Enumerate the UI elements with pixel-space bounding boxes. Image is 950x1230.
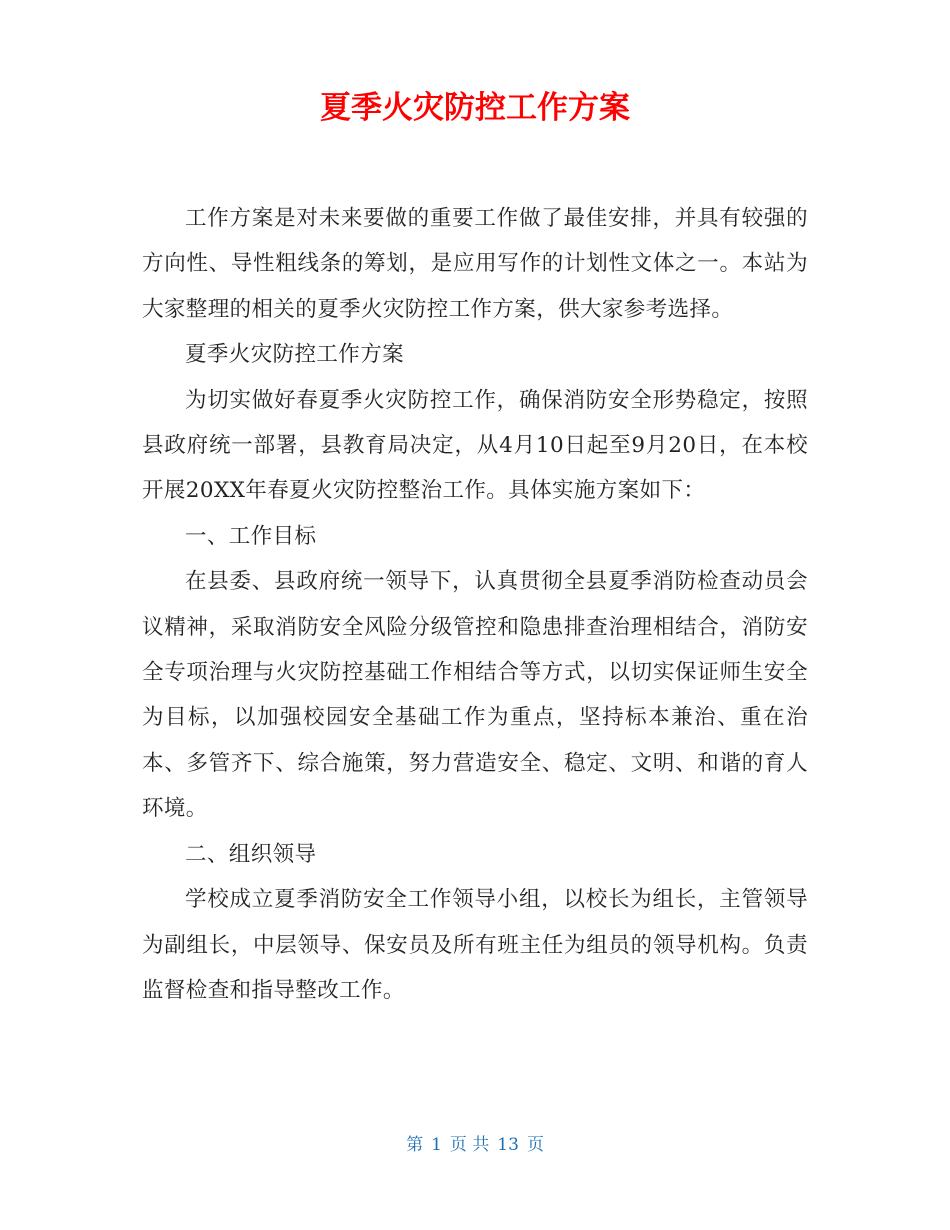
section-heading-leadership: 二、组织领导	[185, 841, 317, 867]
document-title: 夏季火灾防控工作方案	[320, 90, 630, 126]
paragraph-goals: 在县委、县政府统一领导下，认真贯彻全县夏季消防检查动员会议精神，采取消防安全风险分级管控和隐患排查治理相结合，消防安全专项治理与火灾防控基础工作相结合等方式，以切实保证师生安全为目标，以加强校园安全基础工作为重点，坚持标本兼治、重在治本、多管齐下、综合施策，努力营造安全、稳定、文明、和谐的育人环境。	[142, 569, 808, 822]
section-heading-goals: 一、工作目标	[185, 523, 317, 549]
paragraph-leadership: 学校成立夏季消防安全工作领导小组，以校长为组长，主管领导为副组长，中层领导、保安员及所有班主任为组员的领导机构。负责监督检查和指导整改工作。	[142, 887, 808, 1003]
footer-prefix: 第	[406, 1135, 424, 1155]
paragraph-preface: 为切实做好春夏季火灾防控工作，确保消防安全形势稳定，按照县政府统一部署，县教育局决定，从4月10日起至9月20日，在本校开展20XX年春夏火灾防控整治工作。具体实施方案如下：	[142, 387, 808, 504]
footer-suffix: 页	[526, 1135, 544, 1155]
footer-total-pages: 13	[497, 1135, 519, 1155]
footer-middle: 页 共	[449, 1135, 490, 1155]
page-footer	[0, 1132, 950, 1158]
footer-current-page: 1	[431, 1135, 442, 1155]
paragraph-intro: 工作方案是对未来要做的重要工作做了最佳安排，并具有较强的方向性、导性粗线条的筹划，是应用写作的计划性文体之一。本站为大家整理的相关的夏季火灾防控工作方案，供大家参考选择。	[142, 206, 808, 322]
document-body	[142, 196, 808, 1013]
paragraph-subtitle: 夏季火灾防控工作方案	[185, 342, 405, 368]
